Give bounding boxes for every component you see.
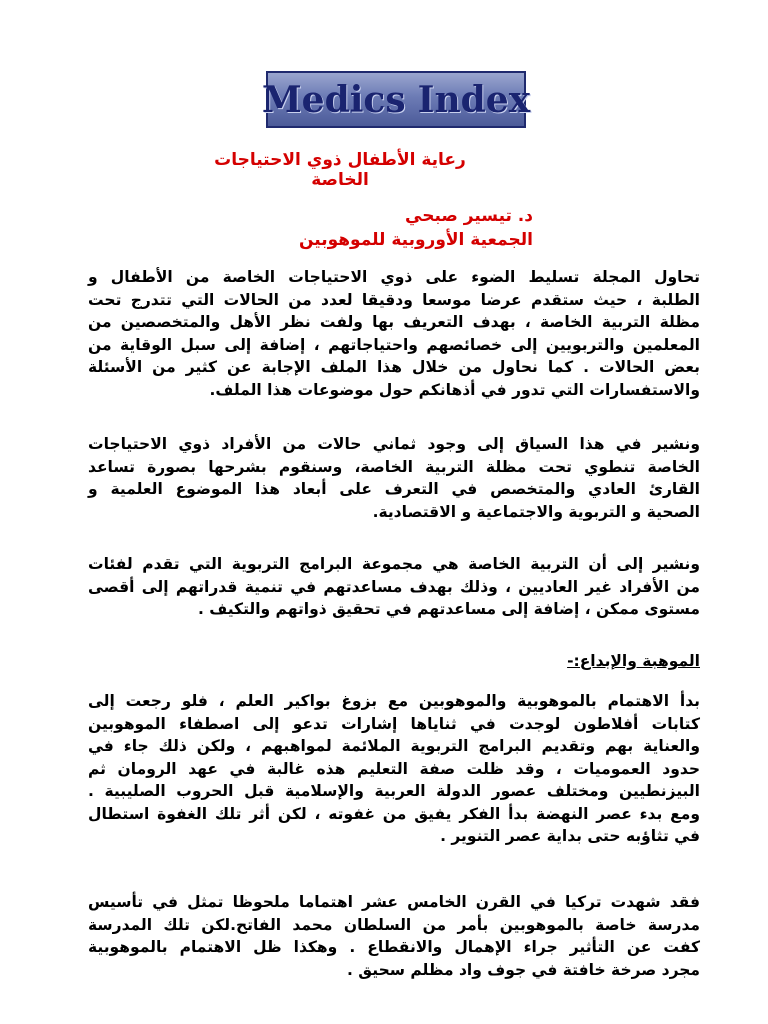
paragraph-line: ونشير إلى أن التربية الخاصة هي مجموعة البرامج التربوية التي تقدم لفئات xyxy=(88,555,700,573)
paragraph-line: مجرد صرخة خافتة في جوف واد مظلم سحيق . xyxy=(347,960,700,979)
paragraph-line: والاستفسارات التي تدور في أذهانكم حول موضوعات هذا الملف. xyxy=(209,380,700,399)
logo-word-medics: Medics xyxy=(261,78,406,121)
paragraph-history xyxy=(88,690,700,848)
paragraph-line: بعض الحالات . كما نحاول من خلال هذا الملف الإجابة عن كثير من الأسئلة xyxy=(88,358,700,376)
paragraph-line: مظلة التربية الخاصة ، بهدف التعريف بها ولفت نظر الأهل والمتخصصين من xyxy=(88,313,700,331)
paragraph-line: فقد شهدت تركيا في القرن الخامس عشر اهتماما ملحوظا تمثل في تأسيس xyxy=(88,893,700,911)
paragraph-intro xyxy=(88,266,700,401)
paragraph-turkey xyxy=(88,891,700,981)
document-title: رعاية الأطفال ذوي الاحتياجات الخاصة xyxy=(214,150,466,190)
paragraph-line: في تثاؤبه حتى بداية عصر التنوير . xyxy=(440,827,700,845)
paragraph-line: كفت عن التأثير جراء الإهمال والانقطاع . وهكذا ظل الاهتمام بالموهوبية xyxy=(88,938,700,956)
paragraph-line: والعناية بهم وتقديم البرامج التربوية الملائمة لمواهبهم ، ولكن ذلك جاء في xyxy=(88,737,700,755)
author-name: د. تيسير صبحي xyxy=(405,206,533,226)
logo-word-index: Index xyxy=(417,78,531,121)
paragraph-line: الخاصة تنطوي تحت مظلة التربية الخاصة، وسنقوم بشرحها بصورة تساعد xyxy=(88,457,700,476)
paragraph-line: ومع بدء عصر النهضة بدأ الفكر يفيق من غفوته ، لكن أثر تلك الغفوة استطال xyxy=(88,804,700,823)
paragraph-line: كتابات أفلاطون لوجدت في ثناياها إشارات تدعو إلى اصطفاء الموهوبين xyxy=(88,714,700,733)
paragraph-line: المعلمين والتربويين إلى خصائصهم واحتياجاتهم ، إضافة إلى سبل الوقاية من xyxy=(88,335,700,354)
paragraph-line: تحاول المجلة تسليط الضوء على ذوي الاحتياجات الخاصة من الأطفال و xyxy=(88,268,700,286)
paragraph-special-education xyxy=(88,553,700,621)
section-heading-giftedness: الموهبة والإبداع:- xyxy=(567,652,700,670)
paragraph-line: مدرسة خاصة بالموهوبين بأمر من السلطان محمد الفاتح.لكن تلك المدرسة xyxy=(88,915,700,934)
paragraph-cases xyxy=(88,433,700,523)
author-block xyxy=(299,204,533,252)
paragraph-line: ونشير في هذا السياق إلى وجود ثماني حالات من الأفراد ذوي الاحتياجات xyxy=(88,435,700,453)
paragraph-line: الطلبة ، حيث ستقدم عرضا موسعا ودقيقا لعدد من الحالات التي تتدرج تحت xyxy=(88,290,700,309)
paragraph-line: حدود العموميات ، وقد ظلت صفة التعليم هذه غالبة في عهد الرومان ثم xyxy=(88,759,700,778)
paragraph-line: بدأ الاهتمام بالموهوبية والموهوبين مع بزوغ بواكير العلم ، فلو رجعت إلى xyxy=(88,692,700,710)
paragraph-line: من الأفراد غير العاديين ، وذلك بهدف مساعدتهم في تنمية قدراتهم إلى أقصى xyxy=(88,577,700,596)
medics-index-logo[interactable] xyxy=(261,71,531,128)
paragraph-line: البيزنطيين ومختلف عصور الدولة العربية والإسلامية قبل الحروب الصليبية . xyxy=(88,782,700,800)
paragraph-line: الصحية و التربوية والاجتماعية و الاقتصادية. xyxy=(372,502,700,521)
author-organization: الجمعية الأوروبية للموهوبين xyxy=(298,230,533,250)
paragraph-line: القارئ العادي والمتخصص في التعرف على أبعاد هذا الموضوع العلمية و xyxy=(88,480,700,498)
paragraph-line: مستوى ممكن ، إضافة إلى مساعدتهم في تحقيق ذواتهم والتكيف . xyxy=(197,600,700,618)
